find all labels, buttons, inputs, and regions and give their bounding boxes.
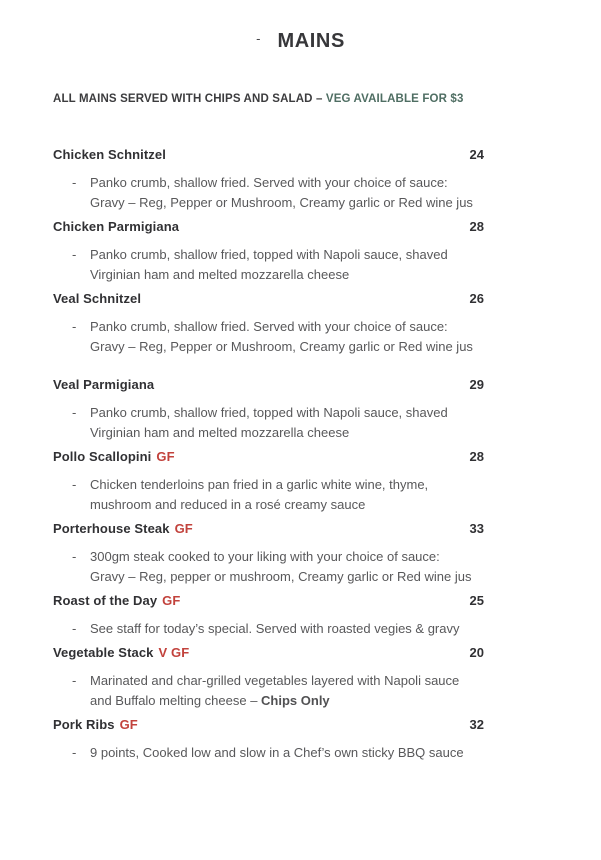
- menu-item: [53, 376, 484, 443]
- item-description: [53, 245, 484, 285]
- item-description: [53, 547, 484, 587]
- item-desc-line: 9 points, Cooked low and slow in a Chef’s own sticky BBQ sauce: [90, 745, 464, 760]
- item-name-text: Chicken Schnitzel: [53, 147, 166, 162]
- item-desc-lines: [90, 317, 484, 357]
- item-desc-line: and Buffalo melting cheese – Chips Only: [90, 693, 330, 708]
- item-dietary-badge: GF: [119, 717, 138, 732]
- serving-note-highlight: VEG AVAILABLE FOR $3: [325, 93, 464, 105]
- item-price: 33: [469, 521, 484, 536]
- item-desc-lines: [90, 671, 484, 711]
- item-name-text: Pollo Scallopini: [53, 449, 152, 464]
- menu-item: [53, 146, 484, 213]
- item-price: 26: [469, 291, 484, 306]
- menu-items: [53, 146, 484, 763]
- item-name-row: [53, 644, 484, 662]
- menu-item: [53, 644, 484, 711]
- item-name-text: Veal Parmigiana: [53, 377, 155, 392]
- item-name-row: [53, 218, 484, 236]
- item-price: 29: [469, 377, 484, 392]
- item-desc-lines: [90, 173, 484, 213]
- item-price: 28: [469, 449, 484, 464]
- desc-bullet-dash: -: [72, 405, 77, 420]
- item-desc-line: 300gm steak cooked to your liking with your choice of sauce:: [90, 549, 440, 564]
- item-description: [53, 619, 484, 639]
- item-description: [53, 671, 484, 711]
- item-desc-bold: Chips Only: [261, 693, 330, 708]
- item-desc-lines: [90, 475, 484, 515]
- item-description: [53, 743, 484, 763]
- item-name-text: Chicken Parmigiana: [53, 219, 180, 234]
- item-desc-line: Chicken tenderloins pan fried in a garlic white wine, thyme,: [90, 477, 429, 492]
- item-desc-line: Marinated and char-grilled vegetables layered with Napoli sauce: [90, 673, 460, 688]
- item-price: 24: [469, 147, 484, 162]
- menu-item: [53, 218, 484, 285]
- item-name-row: [53, 290, 484, 308]
- item-name: [53, 644, 189, 662]
- item-name: [53, 146, 166, 164]
- item-name: [53, 592, 180, 610]
- item-name-row: [53, 376, 484, 394]
- item-desc-line: mushroom and reduced in a rosé creamy sauce: [90, 497, 366, 512]
- title-dash: -: [256, 31, 261, 46]
- desc-bullet-dash: -: [72, 549, 77, 564]
- item-desc-line: Gravy – Reg, Pepper or Mushroom, Creamy garlic or Red wine jus: [90, 339, 473, 354]
- desc-bullet-dash: -: [72, 673, 77, 688]
- item-desc-line: Panko crumb, shallow fried, topped with Napoli sauce, shaved: [90, 247, 448, 262]
- item-desc-line: Virginian ham and melted mozzarella cheese: [90, 425, 350, 440]
- item-dietary-badge: V GF: [158, 645, 190, 660]
- item-desc-line: Gravy – Reg, Pepper or Mushroom, Creamy garlic or Red wine jus: [90, 195, 473, 210]
- desc-bullet-dash: -: [72, 319, 77, 334]
- item-desc-line: Panko crumb, shallow fried. Served with your choice of sauce:: [90, 175, 448, 190]
- item-desc-line: See staff for today’s special. Served with roasted vegies & gravy: [90, 621, 460, 636]
- desc-bullet-dash: -: [72, 477, 77, 492]
- item-desc-lines: [90, 245, 484, 285]
- item-name: [53, 716, 138, 734]
- item-name-row: [53, 716, 484, 734]
- item-desc-line: Gravy – Reg, pepper or mushroom, Creamy garlic or Red wine jus: [90, 569, 472, 584]
- item-desc-lines: [90, 743, 484, 763]
- item-name-text: Veal Schnitzel: [53, 291, 142, 306]
- serving-note: [53, 92, 548, 106]
- desc-bullet-dash: -: [72, 621, 77, 636]
- item-desc-lines: [90, 403, 484, 443]
- desc-bullet-dash: -: [72, 175, 77, 190]
- item-desc-line: Panko crumb, shallow fried, topped with Napoli sauce, shaved: [90, 405, 448, 420]
- item-name-row: [53, 146, 484, 164]
- item-price: 25: [469, 593, 484, 608]
- item-name-text: Pork Ribs: [53, 717, 115, 732]
- item-price: 28: [469, 219, 484, 234]
- item-description: [53, 173, 484, 213]
- item-name-row: [53, 520, 484, 538]
- menu-item: [53, 716, 484, 763]
- desc-bullet-dash: -: [72, 247, 77, 262]
- menu-item: [53, 290, 484, 357]
- menu-item: [53, 520, 484, 587]
- serving-note-text: ALL MAINS SERVED WITH CHIPS AND SALAD –: [53, 93, 326, 105]
- item-name: [53, 218, 179, 236]
- item-name: [53, 520, 193, 538]
- item-name: [53, 290, 141, 308]
- item-name: [53, 448, 175, 466]
- item-price: 32: [469, 717, 484, 732]
- item-name: [53, 376, 154, 394]
- item-dietary-badge: GF: [162, 593, 181, 608]
- desc-bullet-dash: -: [72, 745, 77, 760]
- item-dietary-badge: GF: [156, 449, 175, 464]
- item-description: [53, 475, 484, 515]
- item-description: [53, 403, 484, 443]
- page-title: MAINS: [277, 30, 345, 52]
- menu-item: [53, 592, 484, 639]
- item-desc-line: Panko crumb, shallow fried. Served with your choice of sauce:: [90, 319, 448, 334]
- item-desc-line: Virginian ham and melted mozzarella cheese: [90, 267, 350, 282]
- page-title-row: [0, 0, 601, 53]
- item-desc-lines: [90, 547, 484, 587]
- item-name-row: [53, 448, 484, 466]
- item-price: 20: [469, 645, 484, 660]
- item-desc-lines: [90, 619, 484, 639]
- item-dietary-badge: GF: [174, 521, 193, 536]
- item-name-row: [53, 592, 484, 610]
- menu-item: [53, 448, 484, 515]
- item-name-text: Roast of the Day: [53, 593, 158, 608]
- item-name-text: Vegetable Stack: [53, 645, 154, 660]
- item-name-text: Porterhouse Steak: [53, 521, 170, 536]
- item-description: [53, 317, 484, 357]
